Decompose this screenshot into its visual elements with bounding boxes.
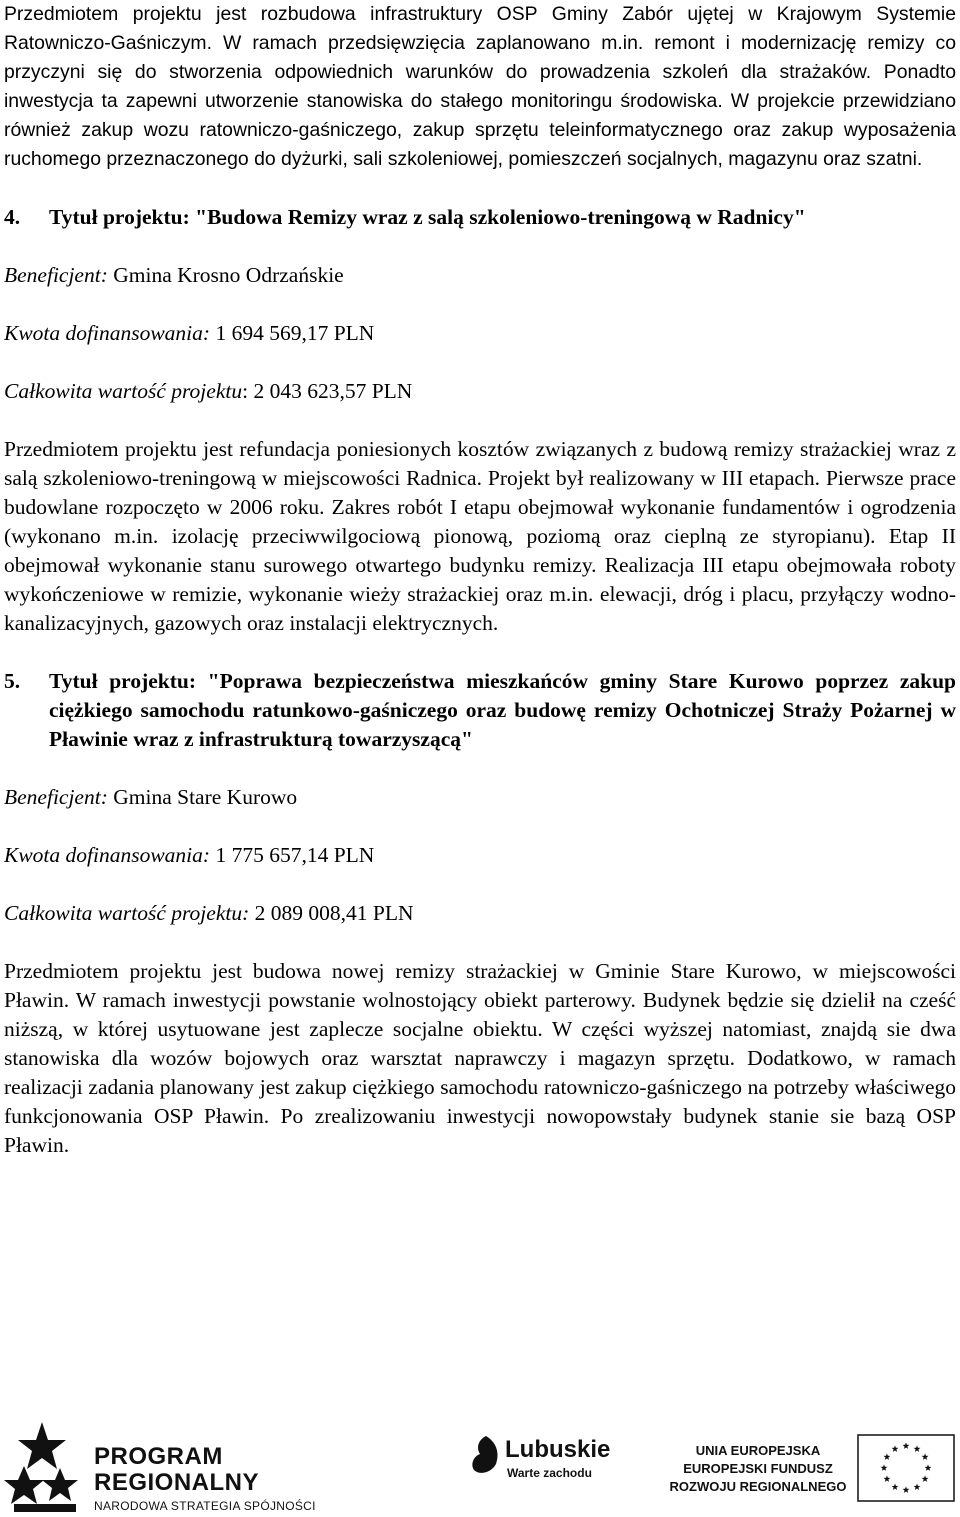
- lubuskie-emblem-icon: [470, 1434, 502, 1478]
- program-line3: NARODOWA STRATEGIA SPÓJNOŚCI: [94, 1499, 316, 1513]
- project-4-number: 4.: [4, 205, 21, 229]
- project-5-title: [4, 667, 956, 754]
- beneficiary-label: Beneficjent:: [4, 263, 108, 287]
- footer-logos: [0, 1412, 960, 1517]
- eu-fund-text: [668, 1442, 848, 1496]
- lubuskie-name: Lubuskie: [505, 1436, 611, 1463]
- program-regionalny-logo: [4, 1418, 334, 1514]
- total-label: Całkowita wartość projektu: [4, 379, 243, 403]
- project-4-title: [4, 203, 956, 232]
- funding-label: Kwota dofinansowania:: [4, 321, 211, 345]
- beneficiary-value: Gmina Stare Kurowo: [113, 785, 298, 809]
- intro-paragraph: [4, 0, 956, 174]
- total-value: : 2 043 623,57 PLN: [242, 379, 413, 403]
- total-label: Całkowita wartość projektu:: [4, 901, 250, 925]
- funding-value: 1 775 657,14 PLN: [215, 843, 375, 867]
- project-5-beneficiary: [4, 783, 956, 812]
- beneficiary-value: Gmina Krosno Odrzańskie: [113, 263, 344, 287]
- project-4-beneficiary: [4, 261, 956, 290]
- program-regionalny-emblem-icon: [4, 1418, 84, 1514]
- eu-line2: EUROPEJSKI FUNDUSZ: [683, 1461, 833, 1476]
- project-4-title-text: Tytuł projektu: "Budowa Remizy wraz z salą szkoleniowo-treningową w Radnicy": [49, 205, 806, 229]
- program-line2: REGIONALNY: [94, 1469, 260, 1496]
- project-5-title-text: Tytuł projektu: "Poprawa bezpieczeństwa mieszkańców gminy Stare Kurowo poprzez zakup ciężkiego samochodu ratunkowo-gaśniczego oraz budowę remizy Ochotniczej Straży Pożarnej w Pławinie wraz z infrastrukturą towarzyszącą": [49, 669, 956, 751]
- project-4-funding: [4, 319, 956, 348]
- total-value: 2 089 008,41 PLN: [254, 901, 414, 925]
- eu-line1: UNIA EUROPEJSKA: [695, 1443, 821, 1458]
- intro-text-part2: Ponadto inwestycja ta zapewni utworzenie stanowiska do stałego monitoringu środowiska.: [4, 61, 957, 112]
- document-page: [4, 0, 956, 1160]
- project-5-number: 5.: [4, 669, 21, 693]
- funding-value: 1 694 569,17 PLN: [215, 321, 375, 345]
- lubuskie-logo: [470, 1432, 620, 1492]
- intro-text-part3: W projekcie przewidziano również zakup wozu ratowniczo-gaśniczego, zakup sprzętu teleinformatycznego oraz zakup wyposażenia ruchomego przeznaczonego do dyżurki, sali szkoleniowej, pomieszczeń socjalnych, magazynu oraz szatni.: [4, 90, 956, 170]
- project-5-description: Przedmiotem projektu jest budowa nowej remizy strażackiej w Gminie Stare Kurowo, w miejscowości Pławin. W ramach inwestycji powstanie wolnostojący obiekt parterowy. Budynek będzie się dzielił na cześć niższą, w której usytuowane jest zaplecze socjalne obiektu. W części wyższej natomiast, znajdą sie dwa stanowiska dla wozów bojowych oraz warsztat naprawczy i magazyn sprzętu. Dodatkowo, w ramach realizacji zadania planowany jest zakup ciężkiego samochodu ratowniczo-gaśniczego na potrzeby właściwego funkcjonowania OSP Pławin. Po zrealizowaniu inwestycji nowopowstały budynek stanie sie bazą OSP Pławin.: [4, 959, 956, 1157]
- project-5-funding: [4, 841, 956, 870]
- eu-line3: ROZWOJU REGIONALNEGO: [669, 1479, 847, 1494]
- funding-label: Kwota dofinansowania:: [4, 843, 211, 867]
- lubuskie-slogan: Warte zachodu: [507, 1466, 592, 1480]
- project-5-total: [4, 899, 956, 928]
- beneficiary-label: Beneficjent:: [4, 785, 108, 809]
- project-4-total: [4, 377, 956, 406]
- project-4-description: Przedmiotem projektu jest refundacja poniesionych kosztów związanych z budową remizy strażackiej wraz z salą szkoleniowo-treningową w miejscowości Radnica. Projekt był realizowany w III etapach. Pierwsze prace budowlane rozpoczęto w 2006 roku. Zakres robót I etapu obejmował wykonanie fundamentów i ogrodzenia (wykonano m.in. izolację przeciwwilgociową pionową, poziomą oraz cieplną ze styropianu). Etap II obejmował wykonanie stanu surowego otwartego budynku remizy. Realizacja III etapu obejmowała roboty wykończeniowe w remizie, wykonanie wieży strażackiej oraz m.in. elewacji, dróg i placu, przyłączy wodno-kanalizacyjnych, gazowych oraz instalacji elektrycznych.: [4, 437, 956, 635]
- intro-text-part1: Przedmiotem projektu jest rozbudowa infrastruktury OSP Gminy Zabór ujętej w Krajowym Systemie Ratowniczo-Gaśniczym. W ramach przedsięwzięcia zaplanowano m.in. remont i modernizację remizy co przyczyni się do stworzenia odpowiednich warunków do prowadzenia szkoleń dla strażaków.: [4, 3, 956, 83]
- eu-flag-icon: [857, 1434, 955, 1502]
- program-line1: PROGRAM: [94, 1443, 223, 1470]
